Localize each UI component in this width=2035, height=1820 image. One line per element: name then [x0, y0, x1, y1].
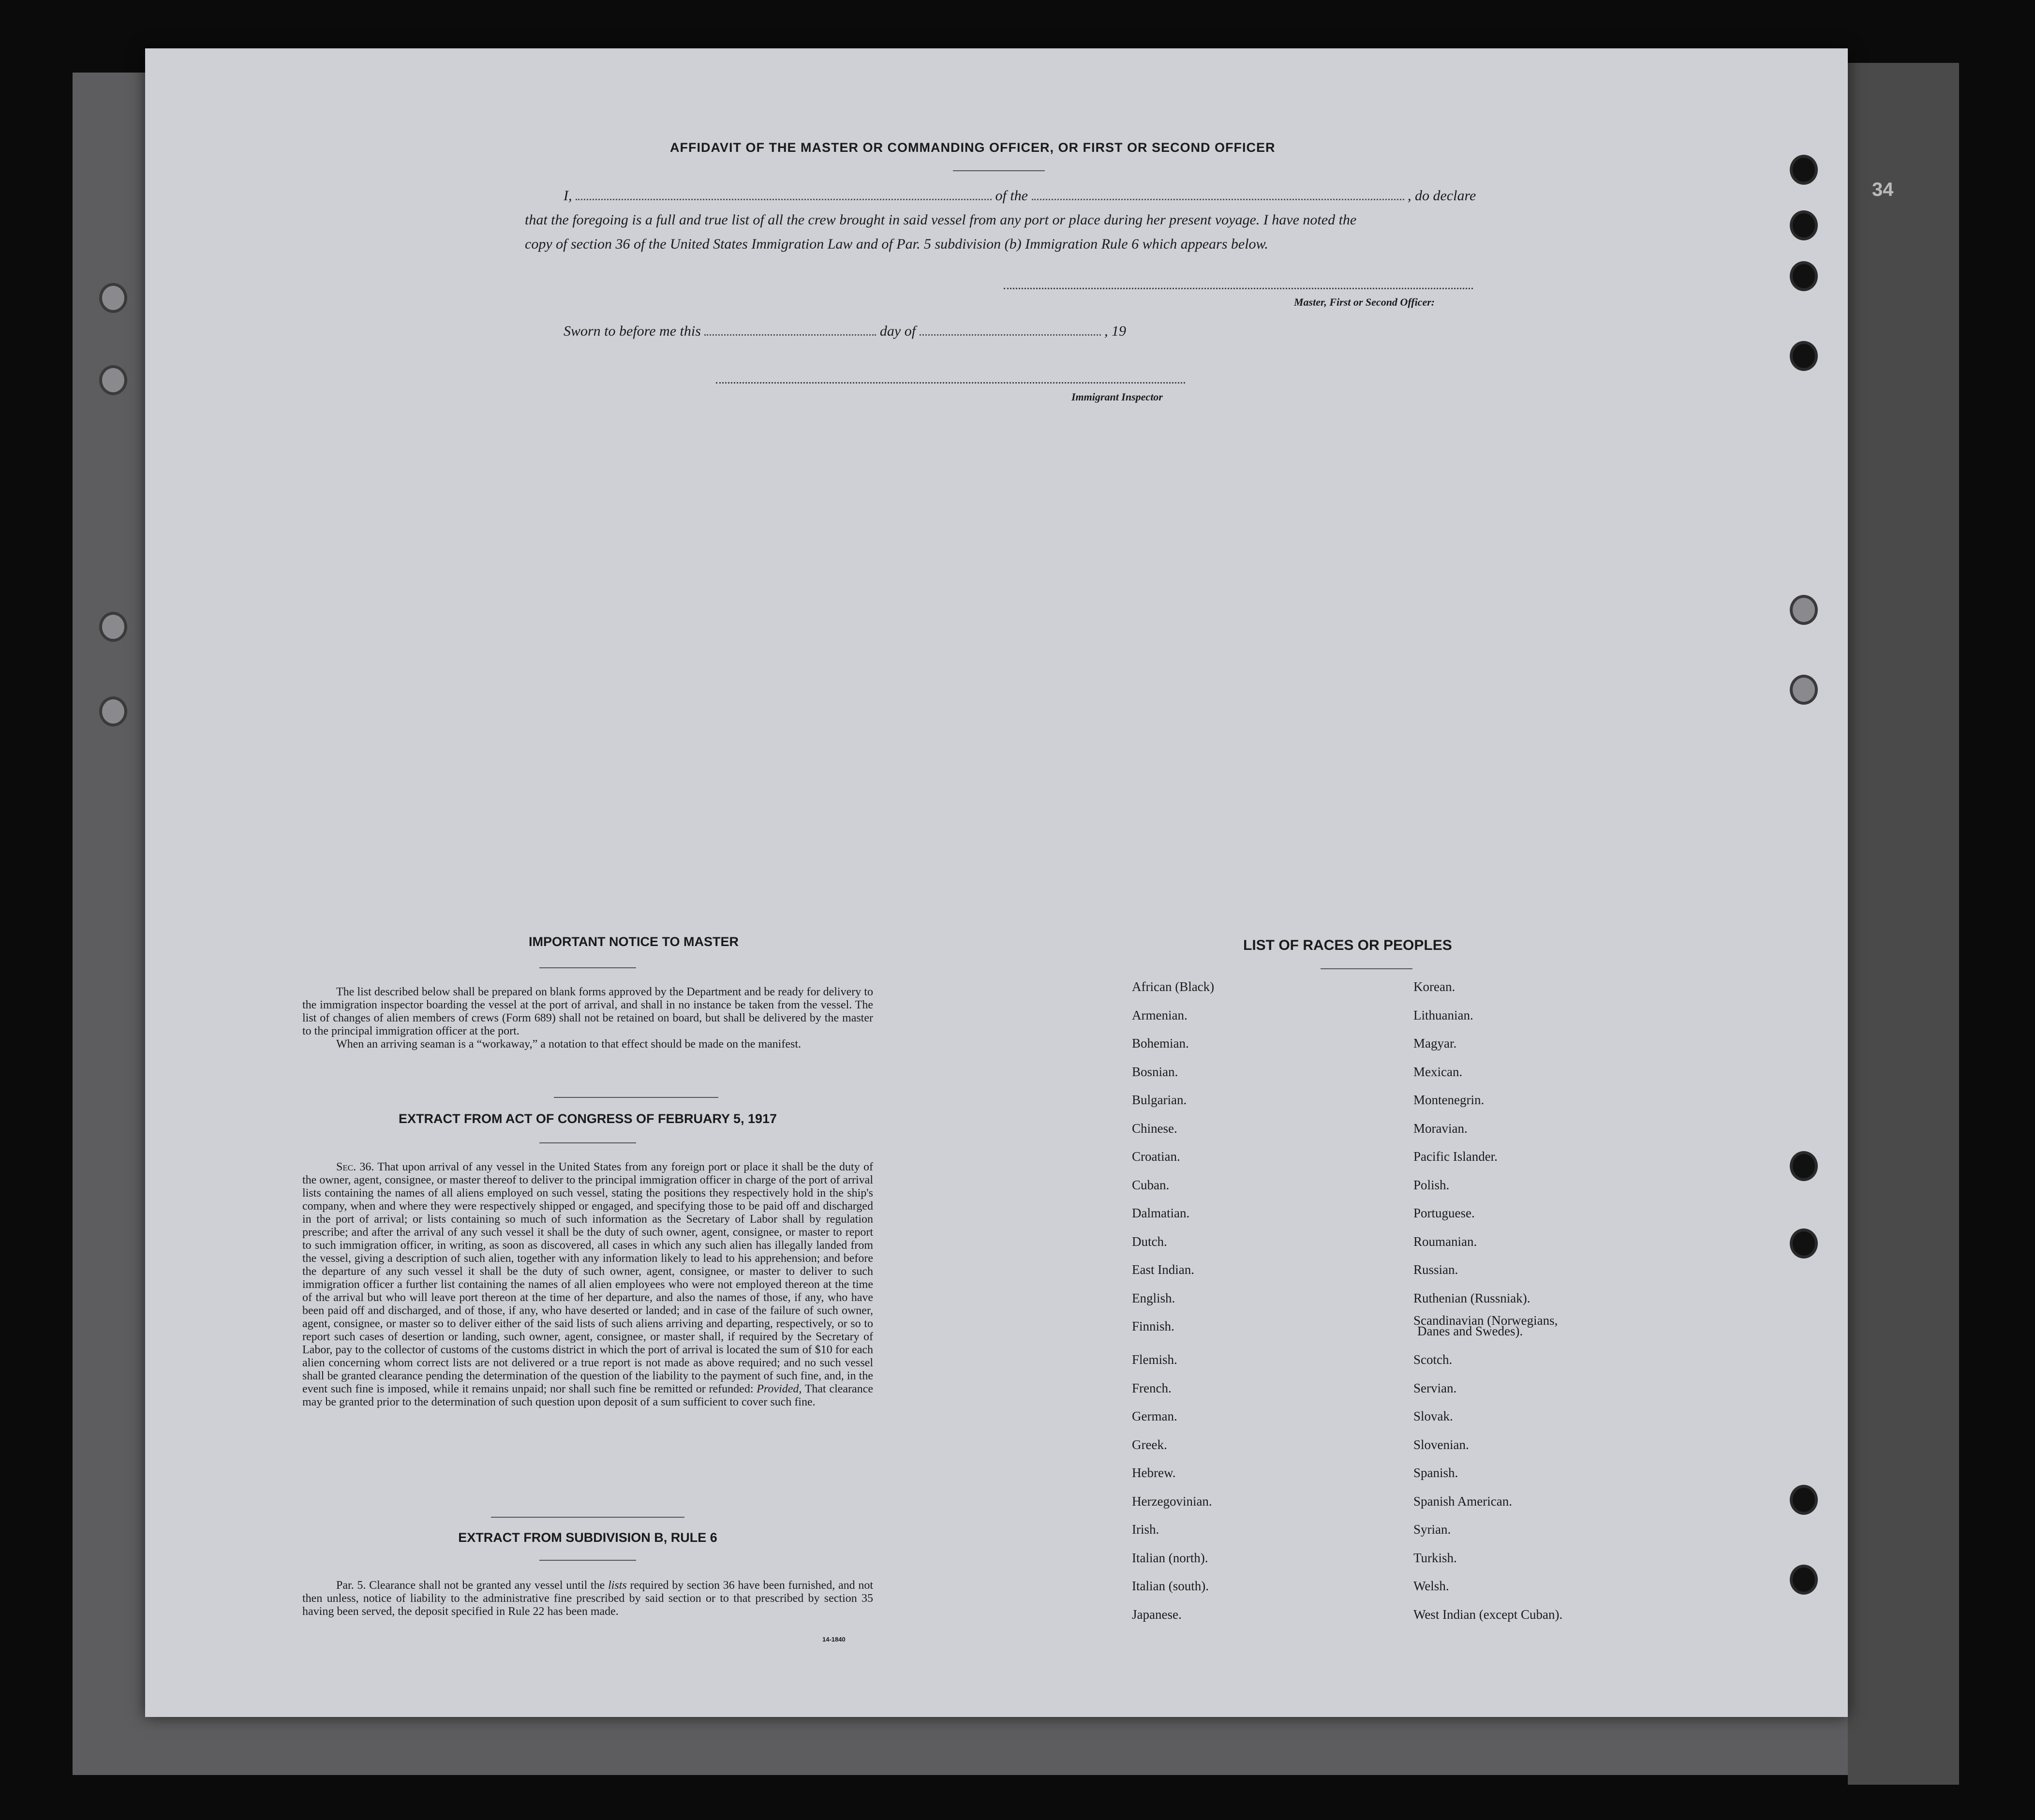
extract-rule-body: [302, 1579, 873, 1618]
race-right-item: Montenegrin.: [1413, 1093, 1485, 1107]
extract-act-title: EXTRACT FROM ACT OF CONGRESS OF FEBRUARY 5, 1917: [398, 1111, 777, 1126]
vessel-blank[interactable]: [1032, 199, 1404, 200]
form-number: 14-1840: [822, 1636, 846, 1643]
race-right-item: Portuguese.: [1413, 1206, 1475, 1220]
race-left-item: Finnish.: [1132, 1319, 1174, 1333]
race-left-item: Dalmatian.: [1132, 1206, 1190, 1220]
page-stack-edge: [1848, 63, 1959, 1785]
race-right-item: Spanish American.: [1413, 1494, 1512, 1509]
race-left-item: English.: [1132, 1290, 1175, 1305]
sworn-day-blank[interactable]: [704, 334, 876, 336]
race-right-item: Slovenian.: [1413, 1437, 1469, 1452]
affidavit-line-3: copy of section 36 of the United States Immigration Law and of Par. 5 subdivision (b) Immigration Rule 6 which appears below.: [525, 236, 1268, 252]
race-left-item: Irish.: [1132, 1522, 1159, 1537]
affidavit-title: AFFIDAVIT OF THE MASTER OR COMMANDING OFFICER, OR FIRST OR SECOND OFFICER: [670, 140, 1276, 155]
binder-hole: [99, 612, 127, 642]
title-rule: [953, 170, 1045, 171]
punch-hole: [1790, 1565, 1818, 1595]
year-label: , 19: [1104, 323, 1127, 339]
notice-paragraph-1: The list described below shall be prepared on blank forms approved by the Department and be ready for delivery to the immigration inspector boarding the vessel at the port of arrival, and shall in no instance be taken from the vessel. The list of changes of alien members of crews (Form 689) shall not be retained on board, but shall be delivered by the master to the principal immigration officer at the port.: [302, 986, 873, 1037]
race-right-item: Spanish.: [1413, 1465, 1458, 1480]
race-right-item: Pacific Islander.: [1413, 1149, 1498, 1164]
race-right-item: Polish.: [1413, 1177, 1450, 1192]
binder-hole: [99, 365, 127, 395]
master-signature-label: Master, First or Second Officer:: [1294, 296, 1435, 308]
section-label: Sec. 36.: [336, 1161, 374, 1173]
affidavit-i: I,: [564, 188, 572, 204]
race-right-item: Slovak.: [1413, 1409, 1453, 1423]
race-right-item: West Indian (except Cuban).: [1413, 1607, 1563, 1622]
extract-rule-rule: [539, 1560, 636, 1561]
section-text: That upon arrival of any vessel in the United States from any foreign port or place it shall be the duty of the owner, agent, consignee, or master thereof to deliver to the principal immigration officer in charge of the port of arrival lists containing the names of all aliens employed on such vessel, stating the positions they respectively hold in the ship's company, when and where they were respectively shipped or engaged, and specifying those to be paid off and discharged in the port of arrival; or lists containing so much of such information as the Secretary of Labor shall by regulation prescribe; and after the arrival of any such vessel it shall be the duty of such owner, agent, consignee, or master to report to such immigration officer, in writing, as soon as discovered, all cases in which any such alien has illegally landed from the vessel, giving a description of such alien, together with any information likely to lead to his apprehension; and before the departure of any such vessel it shall be the duty of such owner, agent, consignee, or master to deliver to such immigration officer a further list containing the names of all alien employees who were not employed thereon at the time of the arrival but who will leave port thereon at the time of her departure, and also the names of those, if any, who have been paid off and discharged, and of those, if any, who have deserted or landed; and in case of the failure of such owner, agent, consignee, or master so to deliver either of the said lists of such aliens arriving and departing, respectively, or so to report such cases of desertion or landing, such owner, agent, consignee, or master shall, if required by the Secretary of Labor, pay to the collector of customs of the customs district in which the port of arrival is located the sum of $10 for each alien concerning whom correct lists are not delivered or a true report is not made as above required; and no such vessel shall be granted clearance pending the determination of the question of the liability to the payment of such fine, and, in the event such fine is imposed, while it remains unpaid; nor shall such fine be remitted or refunded:: [302, 1161, 873, 1395]
race-left-item: French.: [1132, 1380, 1172, 1395]
race-left-item: Japanese.: [1132, 1607, 1182, 1622]
section-divider: [554, 1097, 718, 1098]
race-left-item: Greek.: [1132, 1437, 1167, 1452]
extract-rule-title: EXTRACT FROM SUBDIVISION B, RULE 6: [458, 1530, 717, 1545]
punch-hole: [1790, 155, 1818, 185]
binder-hole: [99, 696, 127, 726]
affidavit-of-the: of the: [995, 188, 1028, 204]
race-right-item: Magyar.: [1413, 1036, 1457, 1051]
race-left-item: Hebrew.: [1132, 1465, 1176, 1480]
race-left-item: Bohemian.: [1132, 1036, 1189, 1051]
race-right-item: Mexican.: [1413, 1064, 1463, 1079]
rule-lists-word: lists: [608, 1579, 627, 1592]
race-left-item: Bulgarian.: [1132, 1093, 1187, 1107]
notice-body: [302, 986, 873, 1051]
race-right-item: Turkish.: [1413, 1550, 1457, 1565]
race-right-item: Welsh.: [1413, 1579, 1449, 1593]
race-left-item: German.: [1132, 1409, 1177, 1423]
race-right-item: Russian.: [1413, 1262, 1458, 1277]
punch-hole: [1790, 1485, 1818, 1515]
race-right-item: Roumanian.: [1413, 1234, 1477, 1249]
punch-hole: [1790, 210, 1818, 240]
race-left-item: Croatian.: [1132, 1149, 1180, 1164]
margin-page-number: 34: [1872, 179, 1894, 200]
inspector-label: Immigrant Inspector: [1071, 391, 1163, 403]
race-right-item: Scotch.: [1413, 1352, 1453, 1367]
affidavit-declare: , do declare: [1408, 188, 1476, 204]
race-item-continuation: Danes and Swedes).: [1417, 1324, 1523, 1338]
race-left-item: Flemish.: [1132, 1352, 1177, 1367]
punch-hole: [1790, 595, 1818, 625]
races-rule: [1321, 968, 1412, 969]
punch-hole: [1790, 261, 1818, 291]
race-right-item: Ruthenian (Russniak).: [1413, 1290, 1530, 1305]
race-left-item: Cuban.: [1132, 1177, 1170, 1192]
sworn-month-blank[interactable]: [920, 334, 1101, 336]
notice-paragraph-2: When an arriving seaman is a “workaway,” a notation to that effect should be made on the manifest.: [336, 1038, 801, 1051]
notice-rule: [539, 967, 636, 968]
race-left-item: Herzegovinian.: [1132, 1494, 1212, 1509]
extract-act-body: [302, 1161, 873, 1409]
sworn-line: [564, 323, 1337, 340]
race-left-item: African (Black): [1132, 979, 1215, 994]
race-left-item: Armenian.: [1132, 1007, 1188, 1022]
master-signature-line[interactable]: [1004, 288, 1473, 289]
race-right-item: Syrian.: [1413, 1522, 1451, 1537]
rule-text-a: Par. 5. Clearance shall not be granted any vessel until the: [336, 1579, 605, 1592]
punch-hole: [1790, 1228, 1818, 1258]
race-right-item: Servian.: [1413, 1380, 1457, 1395]
inspector-signature-line[interactable]: [716, 382, 1185, 384]
races-title: LIST OF RACES OR PEOPLES: [1243, 937, 1452, 953]
race-left-item: Chinese.: [1132, 1121, 1177, 1136]
proviso-text: That clearance may be granted prior to the determination of such question upon deposit of a sum sufficient to cover such fine.: [302, 1383, 873, 1408]
race-right-item: Korean.: [1413, 979, 1456, 994]
affidavit-line-2: that the foregoing is a full and true list of all the crew brought in said vessel from any port or place during her present voyage. I have noted the: [525, 212, 1357, 228]
race-left-item: Italian (north).: [1132, 1550, 1208, 1565]
punch-hole: [1790, 341, 1818, 371]
race-right-item: Lithuanian.: [1413, 1007, 1473, 1022]
binder-hole: [99, 283, 127, 313]
sworn-label: Sworn to before me this: [564, 323, 701, 339]
notice-title: IMPORTANT NOTICE TO MASTER: [529, 934, 739, 949]
race-left-item: East Indian.: [1132, 1262, 1194, 1277]
punch-hole: [1790, 1151, 1818, 1181]
affidavit-line-1: [564, 188, 1618, 204]
race-left-item: Bosnian.: [1132, 1064, 1178, 1079]
section-divider: [491, 1517, 684, 1518]
race-right-item: Scandinavian (Norwegians,: [1413, 1313, 1558, 1328]
document-page: [145, 48, 1848, 1717]
day-of-label: day of: [879, 323, 916, 339]
race-left-item: Italian (south).: [1132, 1579, 1209, 1593]
race-left-item: Dutch.: [1132, 1234, 1167, 1249]
rule-text-b: required by section 36 have been furnished, and not then unless, notice of liability to the administrative fine prescribed by said section or to that prescribed by section 35 having been served, the deposit specified in Rule 22 has been made.: [302, 1579, 874, 1618]
name-blank[interactable]: [576, 199, 992, 200]
provided-word: Provided,: [757, 1383, 802, 1395]
punch-hole: [1790, 675, 1818, 705]
race-right-item: Moravian.: [1413, 1121, 1468, 1136]
extract-act-rule: [539, 1142, 636, 1143]
